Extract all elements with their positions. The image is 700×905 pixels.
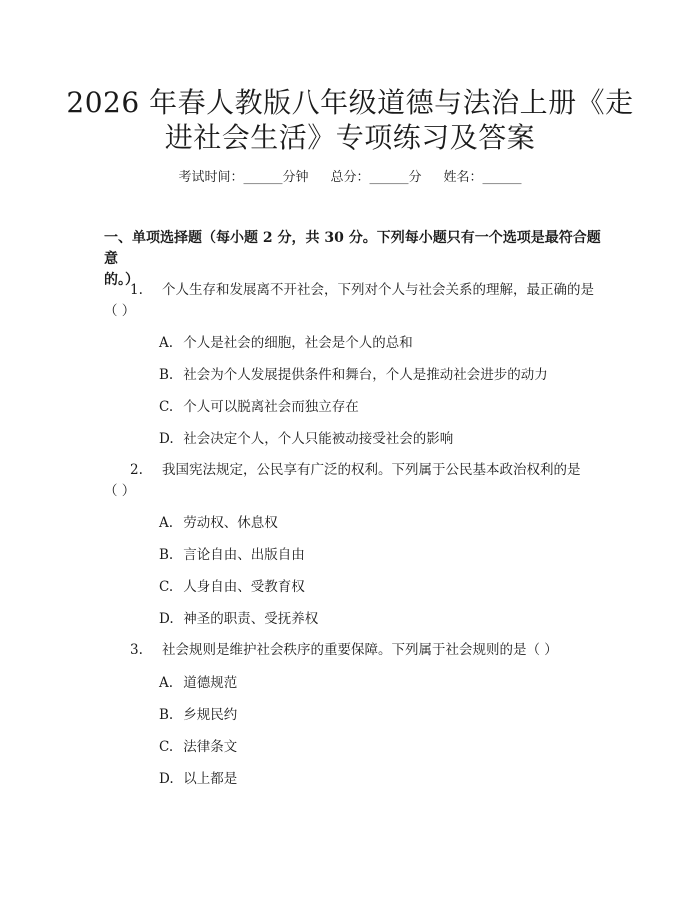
question-3-option-a: A. 道德规范 (159, 675, 238, 691)
question-3-option-c: C. 法律条文 (159, 739, 238, 755)
page-title-line-1: 2026 年春人教版八年级道德与法治上册《走 (66, 86, 634, 119)
question-text: 个人生存和发展离不开社会，下列对个人与社会关系的理解，最正确的是 (162, 282, 594, 298)
question-1-option-a: A. 个人是社会的细胞，社会是个人的总和 (159, 335, 413, 351)
question-2-stem (104, 460, 609, 502)
question-2-option-b: B. 言论自由、出版自由 (159, 547, 305, 563)
answer-bracket: （ ） (104, 483, 136, 499)
question-text: 社会规则是维护社会秩序的重要保障。下列属于社会规则的是（ ） (162, 642, 558, 658)
exam-meta (0, 168, 700, 188)
question-number: 3. (130, 642, 143, 658)
question-1-option-c: C. 个人可以脱离社会而独立存在 (159, 399, 359, 415)
answer-bracket: （ ） (104, 303, 136, 319)
question-2-option-c: C. 人身自由、受教育权 (159, 579, 305, 595)
question-1-option-b: B. 社会为个人发展提供条件和舞台，个人是推动社会进步的动力 (159, 367, 548, 383)
question-text: 我国宪法规定，公民享有广泛的权利。下列属于公民基本政治权利的是 (162, 462, 581, 478)
exam-time-field: 考试时间：______分钟 (178, 170, 309, 185)
question-3-option-d: D. 以上都是 (159, 771, 238, 787)
question-3-option-b: B. 乡规民约 (159, 707, 238, 723)
question-number: 2. (130, 462, 143, 478)
student-name-field: 姓名：______ (443, 170, 522, 185)
exam-score-field: 总分：______分 (330, 170, 422, 185)
question-number: 1. (130, 282, 143, 298)
question-2-option-d: D. 神圣的职责、受抚养权 (159, 611, 319, 627)
question-2-option-a: A. 劳动权、休息权 (159, 515, 278, 531)
question-1-stem (104, 280, 609, 322)
question-1-option-d: D. 社会决定个人，个人只能被动接受社会的影响 (159, 431, 454, 447)
section-heading-line-2: 的。） (104, 272, 139, 288)
question-3-stem (104, 640, 609, 661)
page-title-line-2: 进社会生活》专项练习及答案 (164, 121, 536, 154)
section-heading-line-1: 一、单项选择题（每小题 2 分，共 30 分。下列每小题只有一个选项是最符合题意 (104, 230, 601, 267)
